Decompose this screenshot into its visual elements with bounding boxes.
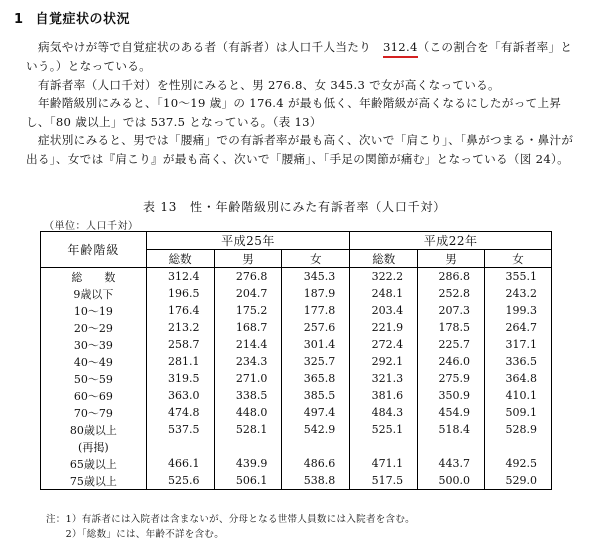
table-cell: 492.5 xyxy=(485,455,552,472)
paragraph-prevalence xyxy=(26,38,578,75)
row-label: 9歳以下 xyxy=(41,285,147,302)
table-cell: 336.5 xyxy=(485,353,552,370)
table-cell: 176.4 xyxy=(168,304,200,317)
table-cell: 178.5 xyxy=(418,319,485,336)
table-cell: 325.7 xyxy=(282,353,350,370)
table-cell: 410.1 xyxy=(485,387,552,404)
column-header: 女 xyxy=(485,250,552,268)
row-label: 20～29 xyxy=(41,319,147,336)
age-class-header: 年齢階級 xyxy=(41,232,147,268)
table-caption: 表 13 性・年齢階級別にみた有訴者率（人口千対） xyxy=(142,200,447,214)
row-label: (再掲) xyxy=(41,438,147,455)
table-cell: 385.5 xyxy=(282,387,350,404)
prevalence-table xyxy=(40,231,552,490)
table-cell: 486.6 xyxy=(282,455,350,472)
table-cell: 518.4 xyxy=(418,421,485,438)
table-cell: 264.7 xyxy=(485,319,552,336)
table-cell: 454.9 xyxy=(418,404,485,421)
table-cell: 345.3 xyxy=(282,268,350,286)
paragraph-text: 病気やけが等で自覚症状のある者（有訴者）は人口千人当たり xyxy=(38,40,372,54)
paragraph-by-age: 年齢階級別にみると、「10～19 歳」の 176.4 が最も低く、年齢階級が高くなるにしたがって上昇し、「80 歳以上」では 537.5 となっている。（表 13） xyxy=(26,96,562,129)
table-row xyxy=(41,472,552,490)
table-cell: 448.0 xyxy=(214,404,282,421)
table-cell: 355.1 xyxy=(485,268,552,286)
table-cell: 175.2 xyxy=(214,302,282,319)
note-line: 注：1）有訴者には入院者は含まないが、分母となる世帯人員数には入院者を含む。 xyxy=(46,514,415,525)
table-cell: 506.1 xyxy=(214,472,282,490)
year-group-header: 平成25年 xyxy=(146,232,350,250)
table-row xyxy=(41,302,552,319)
table-cell: 275.9 xyxy=(418,370,485,387)
highlighted-rate: 312.4 xyxy=(382,40,418,54)
row-label: 75歳以上 xyxy=(41,472,147,490)
table-cell: 528.1 xyxy=(214,421,282,438)
paragraph-by-sex: 有訴者率（人口千対）を性別にみると、男 276.8、女 345.3 で女が高くなっている。 xyxy=(38,78,500,92)
table-row xyxy=(41,421,552,438)
row-label: 総 数 xyxy=(41,268,147,286)
table-cell: 271.0 xyxy=(214,370,282,387)
column-header: 男 xyxy=(214,250,282,268)
table-cell: 365.8 xyxy=(282,370,350,387)
table-unit-note: （単位：人口千対） xyxy=(44,221,139,232)
row-label: 30～39 xyxy=(41,336,147,353)
table-cell: 258.7 xyxy=(168,338,200,351)
table-cell: 312.4 xyxy=(168,270,200,283)
table-cell: 168.7 xyxy=(214,319,282,336)
table-cell: 248.1 xyxy=(350,285,418,302)
table-cell: 243.2 xyxy=(485,285,552,302)
row-label: 70～79 xyxy=(41,404,147,421)
section-number: 1 xyxy=(14,12,24,27)
table-cell: 272.4 xyxy=(350,336,418,353)
table-cell xyxy=(418,438,485,455)
table-cell: 286.8 xyxy=(418,268,485,286)
table-cell: 281.1 xyxy=(168,355,200,368)
table-cell: 319.5 xyxy=(168,372,200,385)
note-line: 2）「総数」には、年齢不詳を含む。 xyxy=(46,529,224,540)
table-cell: 246.0 xyxy=(418,353,485,370)
column-header: 男 xyxy=(418,250,485,268)
table-cell: 292.1 xyxy=(350,353,418,370)
row-label: 50～59 xyxy=(41,370,147,387)
section-heading xyxy=(14,8,130,27)
paragraph-by-symptom: 症状別にみると、男では「腰痛」での有訴者率が最も高く、次いで「肩こり」、「鼻がつまる・鼻汁が出る」、女では『肩こり』が最も高く、次いで「腰痛」、「手足の関節が痛む」となっている（図 24）。 xyxy=(26,133,574,166)
table-row xyxy=(41,319,552,336)
table-cell: 204.7 xyxy=(214,285,282,302)
table-cell: 474.8 xyxy=(168,406,200,419)
table-row xyxy=(41,455,552,472)
table-cell: 537.5 xyxy=(168,423,200,436)
table-row xyxy=(41,387,552,404)
table-cell: 484.3 xyxy=(350,404,418,421)
column-header: 総数 xyxy=(146,250,214,268)
table-cell: 497.4 xyxy=(282,404,350,421)
table-cell: 213.2 xyxy=(168,321,200,334)
table-row xyxy=(41,370,552,387)
table-cell: 207.3 xyxy=(418,302,485,319)
table-cell: 350.9 xyxy=(418,387,485,404)
table-row xyxy=(41,268,552,286)
table-cell: 542.9 xyxy=(282,421,350,438)
table-cell xyxy=(282,438,350,455)
table-cell: 221.9 xyxy=(350,319,418,336)
table-cell: 500.0 xyxy=(418,472,485,490)
table-cell: 322.2 xyxy=(350,268,418,286)
table-cell: 317.1 xyxy=(485,336,552,353)
table-cell: 338.5 xyxy=(214,387,282,404)
table-row xyxy=(41,353,552,370)
row-label: 60～69 xyxy=(41,387,147,404)
table-cell: 276.8 xyxy=(214,268,282,286)
table-cell: 214.4 xyxy=(214,336,282,353)
table-cell: 321.3 xyxy=(350,370,418,387)
table-cell: 225.7 xyxy=(418,336,485,353)
row-label: 65歳以上 xyxy=(41,455,147,472)
table-notes xyxy=(46,512,415,542)
table-cell: 471.1 xyxy=(350,455,418,472)
row-label: 40～49 xyxy=(41,353,147,370)
table-cell: 177.8 xyxy=(282,302,350,319)
table-cell xyxy=(146,438,214,455)
table-cell: 509.1 xyxy=(485,404,552,421)
table-cell: 252.8 xyxy=(418,285,485,302)
table-row xyxy=(41,336,552,353)
table-cell: 528.9 xyxy=(485,421,552,438)
section-title: 自覚症状の状況 xyxy=(35,12,131,27)
table-cell: 443.7 xyxy=(418,455,485,472)
column-header: 女 xyxy=(282,250,350,268)
table-cell: 538.8 xyxy=(282,472,350,490)
row-label: 10～19 xyxy=(41,302,147,319)
table-cell xyxy=(214,438,282,455)
table-cell: 466.1 xyxy=(168,457,200,470)
paragraph-text: （この割合を「有訴者率」という。）となっている。 xyxy=(26,40,573,73)
year-group-header: 平成22年 xyxy=(350,232,552,250)
table-cell: 525.6 xyxy=(168,474,200,487)
table-cell: 301.4 xyxy=(282,336,350,353)
table-cell: 363.0 xyxy=(168,389,200,402)
table-row xyxy=(41,438,552,455)
table-cell: 187.9 xyxy=(282,285,350,302)
table-cell: 525.1 xyxy=(350,421,418,438)
table-row xyxy=(41,404,552,421)
table-cell: 381.6 xyxy=(350,387,418,404)
row-label: 80歳以上 xyxy=(41,421,147,438)
table-cell: 199.3 xyxy=(485,302,552,319)
table-cell: 517.5 xyxy=(350,472,418,490)
table-cell: 364.8 xyxy=(485,370,552,387)
column-header: 総数 xyxy=(350,250,418,268)
table-cell: 234.3 xyxy=(214,353,282,370)
table-cell: 439.9 xyxy=(214,455,282,472)
table-row xyxy=(41,285,552,302)
table-cell xyxy=(485,438,552,455)
table-cell xyxy=(350,438,418,455)
table-cell: 203.4 xyxy=(350,302,418,319)
table-cell: 257.6 xyxy=(282,319,350,336)
table-cell: 196.5 xyxy=(168,287,200,300)
table-cell: 529.0 xyxy=(485,472,552,490)
